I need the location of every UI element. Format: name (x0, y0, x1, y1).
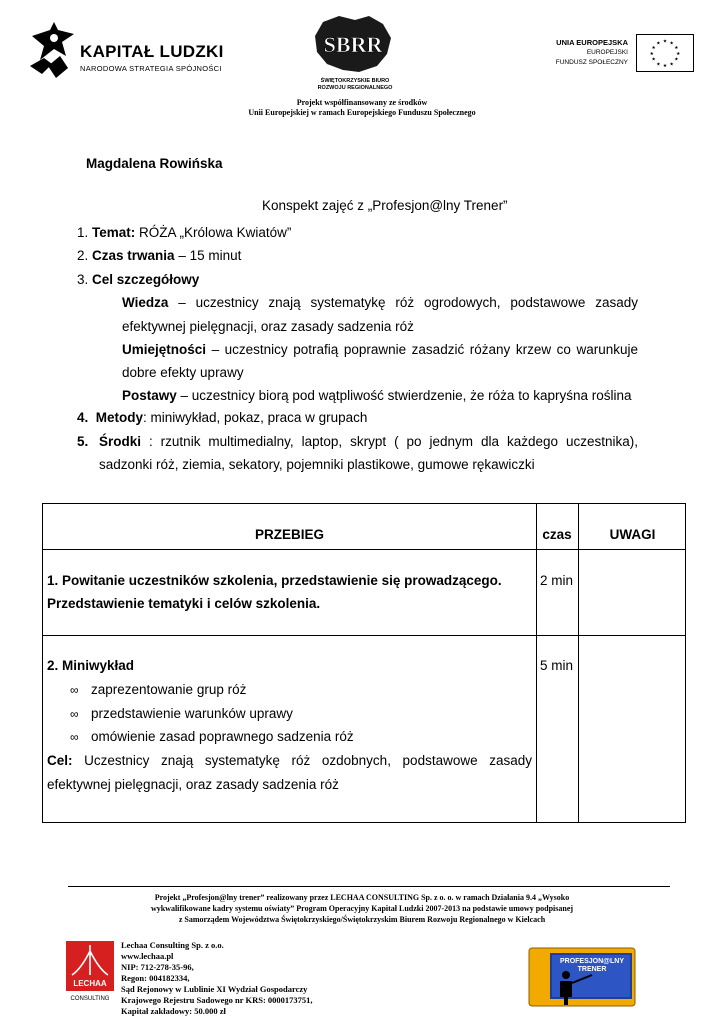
row-1-line-1: 1. Powitanie uczestników szkolenia, przedstawienie się prowadzącego. (47, 573, 502, 588)
company-court: Sąd Rejonowy w Lublinie XI Wydział Gospodarczy (121, 984, 308, 994)
sbrr-logo (305, 14, 397, 90)
lechaa-logo-text: LECHAA (73, 979, 107, 988)
svg-text:★: ★ (669, 62, 674, 68)
svg-text:★: ★ (674, 57, 679, 63)
footer-line-3: z Samorządem Województwa Świętokrzyskiego/Świętokrzyskim Biurem Rozwoju Regionalnego w Kielcach (178, 915, 546, 924)
goal-attitudes: Postawy – uczestnicy biorą pod wątpliwość stwierdzenie, że róża to kapryśna roślina (122, 388, 632, 403)
bullet-icon: ∞ (70, 683, 79, 697)
svg-text:SBRR: SBRR (323, 32, 383, 57)
row-2-goal-line-2: efektywnej pielęgnacji, oraz zasady sadzenia róż (47, 777, 339, 792)
profesjonalny-trener-logo (528, 947, 636, 1007)
item-goal: 3. Cel szczegółowy (77, 272, 200, 287)
item-methods: 4. Metody: miniwykład, pokaz, praca w grupach (77, 410, 368, 425)
svg-text:★: ★ (662, 39, 668, 45)
schedule-table (42, 503, 686, 823)
item-resources-num: 5. (77, 434, 89, 449)
company-nip: NIP: 712-278-35-96, (121, 962, 194, 972)
eu-flag-icon (636, 34, 694, 72)
svg-text:★: ★ (656, 62, 661, 68)
row-2-bullet-2: przedstawienie warunków uprawy (91, 706, 293, 721)
sbrr-line-2: ROZWOJU REGIONALNEGO (317, 85, 393, 91)
svg-text:★: ★ (669, 41, 674, 47)
svg-text:★: ★ (662, 64, 668, 70)
sbrr-map-icon (309, 14, 397, 76)
footer-line-2: wykwalifikowane kadry systemu oświaty” Program Operacyjny Kapitał Ludzki 2007-2013 na podstawie umowy podpisanej (150, 904, 574, 913)
item-resources-line-2: sadzonki róż, ziemia, sekatory, pojemniki plastikowe, gumowe rękawiczki (99, 457, 535, 472)
column-header-uwagi: UWAGI (609, 527, 656, 542)
kapital-ludzki-logo (28, 22, 228, 82)
document-title: Konspekt zajęć z „Profesjon@lny Trener” (262, 198, 508, 213)
row-2-time: 5 min (540, 658, 574, 673)
column-header-przebieg: PRZEBIEG (254, 527, 324, 542)
svg-text:★: ★ (649, 51, 654, 57)
eu-logo (556, 34, 696, 74)
svg-text:★: ★ (651, 57, 656, 63)
eu-line-1: UNIA EUROPEJSKA (556, 38, 628, 47)
company-krs: Krajowego Rejestru Sadowego nr KRS: 0000173751, (121, 995, 313, 1005)
goal-skills-line-1: Umiejętności – uczestnicy potrafią poprawnie zasadzić różany krzew co warunkuje (122, 342, 638, 357)
svg-text:★: ★ (676, 51, 681, 57)
svg-text:★: ★ (656, 41, 661, 47)
company-name: Lechaa Consulting Sp. z o.o. (121, 940, 224, 950)
kapital-ludzki-title: KAPITAŁ LUDZKI (80, 42, 224, 61)
row-1-time: 2 min (540, 573, 574, 588)
company-capital: Kapitał zakładowy: 50.000 zł (121, 1006, 226, 1016)
row-2-bullet-1: zaprezentowanie grup róż (91, 682, 247, 697)
bullet-icon: ∞ (70, 730, 79, 744)
lechaa-logo (66, 941, 114, 1003)
kapital-ludzki-subtitle: NARODOWA STRATEGIA SPÓJNOŚCI (80, 64, 222, 73)
column-header-czas: czas (542, 527, 572, 542)
item-topic: 1. Temat: RÓŻA „Królowa Kwiatów” (77, 225, 292, 240)
kapital-ludzki-star-icon (28, 22, 78, 80)
footer-line-1: Projekt „Profesjon@lny trener” realizowany przez LECHAA CONSULTING Sp. z o. o. w ramach Działania 9.4 „Wysoko (154, 893, 570, 902)
bullet-icon: ∞ (70, 707, 79, 721)
prof-logo-line-1: PROFESJON@LNY (559, 958, 625, 965)
cofinancing-line-1: Projekt współfinansowany ze środków (296, 98, 428, 107)
consulting-logo-text: CONSULTING (70, 996, 110, 1002)
sbrr-line-1: ŚWIĘTOKRZYSKIE BIURO (320, 78, 390, 84)
row-1-line-2: Przedstawienie tematyki i celów szkolenia. (47, 596, 321, 611)
eu-line-3: FUNDUSZ SPOŁECZNY (555, 59, 628, 66)
goal-knowledge-line-1: Wiedza – uczestnicy znają systematykę róż ogrodowych, podstawowe zasady (122, 295, 638, 310)
row-2-bullet-3: omówienie zasad poprawnego sadzenia róż (91, 729, 354, 744)
item-resources-line-1: Środki : rzutnik multimedialny, laptop, skrypt ( po jednym dla każdego uczestnika), (99, 434, 638, 449)
company-regon: Regon: 004182334, (121, 973, 190, 983)
goal-knowledge-line-2: efektywnej pielęgnacji, oraz zasady sadzenia róż (122, 319, 414, 334)
eu-line-2: EUROPEJSKI (586, 49, 628, 56)
svg-text:★: ★ (674, 46, 679, 52)
goal-skills-line-2: dobre efekty uprawy (122, 365, 244, 380)
prof-logo-line-2: TRENER (577, 966, 607, 973)
author-name: Magdalena Rowińska (86, 156, 223, 171)
svg-text:★: ★ (651, 46, 656, 52)
row-2-goal-line-1: Cel: Uczestnicy znają systematykę róż ozdobnych, podstawowe zasady (47, 753, 532, 768)
item-duration: 2. Czas trwania – 15 minut (77, 248, 242, 263)
footer-divider (68, 886, 670, 887)
company-www[interactable]: www.lechaa.pl (121, 951, 174, 961)
row-2-title: 2. Miniwykład (47, 658, 135, 673)
cofinancing-line-2: Unii Europejskiej w ramach Europejskiego Funduszu Społecznego (248, 108, 476, 117)
